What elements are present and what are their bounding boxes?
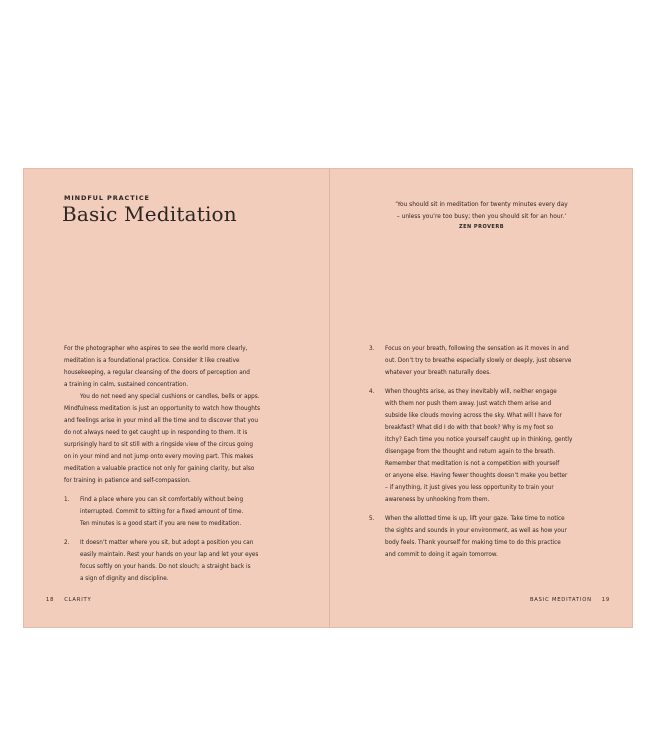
text-line: a sign of dignity and discipline. [80, 576, 169, 582]
epigraph-quote [329, 199, 634, 223]
list-number: 4. [369, 389, 375, 395]
list-number: 2. [64, 540, 70, 546]
list-number: 3. [369, 346, 375, 352]
text-line: Mindfulness meditation is just an opportunity to watch how thoughts [64, 406, 261, 412]
left-folio [46, 597, 91, 603]
text-line: You do not need any special cushions or candles, bells or apps. [80, 394, 260, 400]
text-line: easily maintain. Rest your hands on your lap and let your eyes [80, 552, 259, 558]
list-number: 1. [64, 497, 70, 503]
page-number: 19 [601, 597, 610, 603]
text-line: do not always need to get caught up in responding to them. It is [64, 430, 248, 436]
body-paragraph [64, 391, 304, 487]
text-line: itchy? Each time you notice yourself caught up in thinking, gently [385, 437, 573, 443]
text-line: and commit to doing it again tomorrow. [385, 552, 498, 558]
text-line: breakfast? What did I do with that book? Why is my foot so [385, 425, 554, 431]
running-head: BASIC MEDITATION [529, 597, 592, 603]
list-item [64, 494, 304, 530]
text-line: For the photographer who aspires to see the world more clearly, [64, 346, 248, 352]
intro-paragraph [64, 343, 304, 391]
right-page-body [369, 343, 609, 561]
text-line: When the allotted time is up, lift your gaze. Take time to notice [385, 516, 565, 522]
text-line: on in your mind and not jump onto every moving part. This makes [64, 454, 254, 460]
text-line: whatever your breath naturally does. [385, 370, 491, 376]
text-line: Remember that meditation is not a competition with yourself [385, 461, 560, 467]
list-number: 5. [369, 516, 375, 522]
quote-line: – unless you’re too busy; then you should sit for an hour.’ [396, 214, 567, 220]
text-line: Ten minutes is a good start if you are new to meditation. [80, 521, 242, 527]
text-line: subside like clouds moving across the sky. What will I have for [385, 413, 562, 419]
text-line: meditation a valuable practice not only for gaining clarity, but also [64, 466, 255, 472]
quote-attribution: ZEN PROVERB [458, 224, 505, 230]
text-line: body feels. Thank yourself for making time to do this practice [385, 540, 561, 546]
running-head: CLARITY [64, 597, 92, 603]
page-number: 18 [46, 597, 55, 603]
text-line: and feelings arise in your mind all the time and to discover that you [64, 418, 258, 424]
list-item [369, 513, 609, 561]
list-item [64, 537, 304, 585]
page-title: Basic Meditation [62, 202, 237, 226]
text-line: the sights and sounds in your environment, as well as how your [385, 528, 567, 534]
text-line: interrupted. Commit to sitting for a fixed amount of time. [80, 509, 244, 515]
text-line: a training in calm, sustained concentration. [64, 382, 189, 388]
right-folio [530, 597, 610, 603]
text-line: When thoughts arise, as they inevitably will, neither engage [385, 389, 557, 395]
text-line: Find a place where you can sit comfortably without being [80, 497, 244, 503]
text-line: meditation is a foundational practice. Consider it like creative [64, 358, 240, 364]
section-eyebrow: MINDFUL PRACTICE [64, 194, 150, 202]
text-line: for training in patience and self-compassion. [64, 478, 191, 484]
text-line: housekeeping, a regular cleansing of the doors of perception and [64, 370, 250, 376]
text-line: focus softly on your hands. Do not slouch; a straight back is [80, 564, 251, 570]
text-line: with them nor push them away. Just watch them arise and [385, 401, 552, 407]
text-line: – if anything, it just gives you less opportunity to train your [385, 485, 554, 491]
quote-line: ‘You should sit in meditation for twenty minutes every day [395, 202, 568, 208]
list-item [369, 343, 609, 379]
list-item [369, 386, 609, 506]
book-spread [23, 168, 633, 628]
left-page-body [64, 343, 304, 585]
text-line: surprisingly hard to sit still with a ringside view of the circus going [64, 442, 253, 448]
text-line: It doesn’t matter where you sit, but adopt a position you can [80, 540, 254, 546]
text-line: out. Don’t try to breathe especially slowly or deeply, just observe [385, 358, 572, 364]
text-line: or anyone else. Having fewer thoughts doesn’t make you better [385, 473, 568, 479]
text-line: disengage from the thought and return again to the breath. [385, 449, 556, 455]
text-line: Focus on your breath, following the sensation as it moves in and [385, 346, 569, 352]
page-gutter [329, 169, 330, 627]
text-line: awareness by unhooking from them. [385, 497, 490, 503]
